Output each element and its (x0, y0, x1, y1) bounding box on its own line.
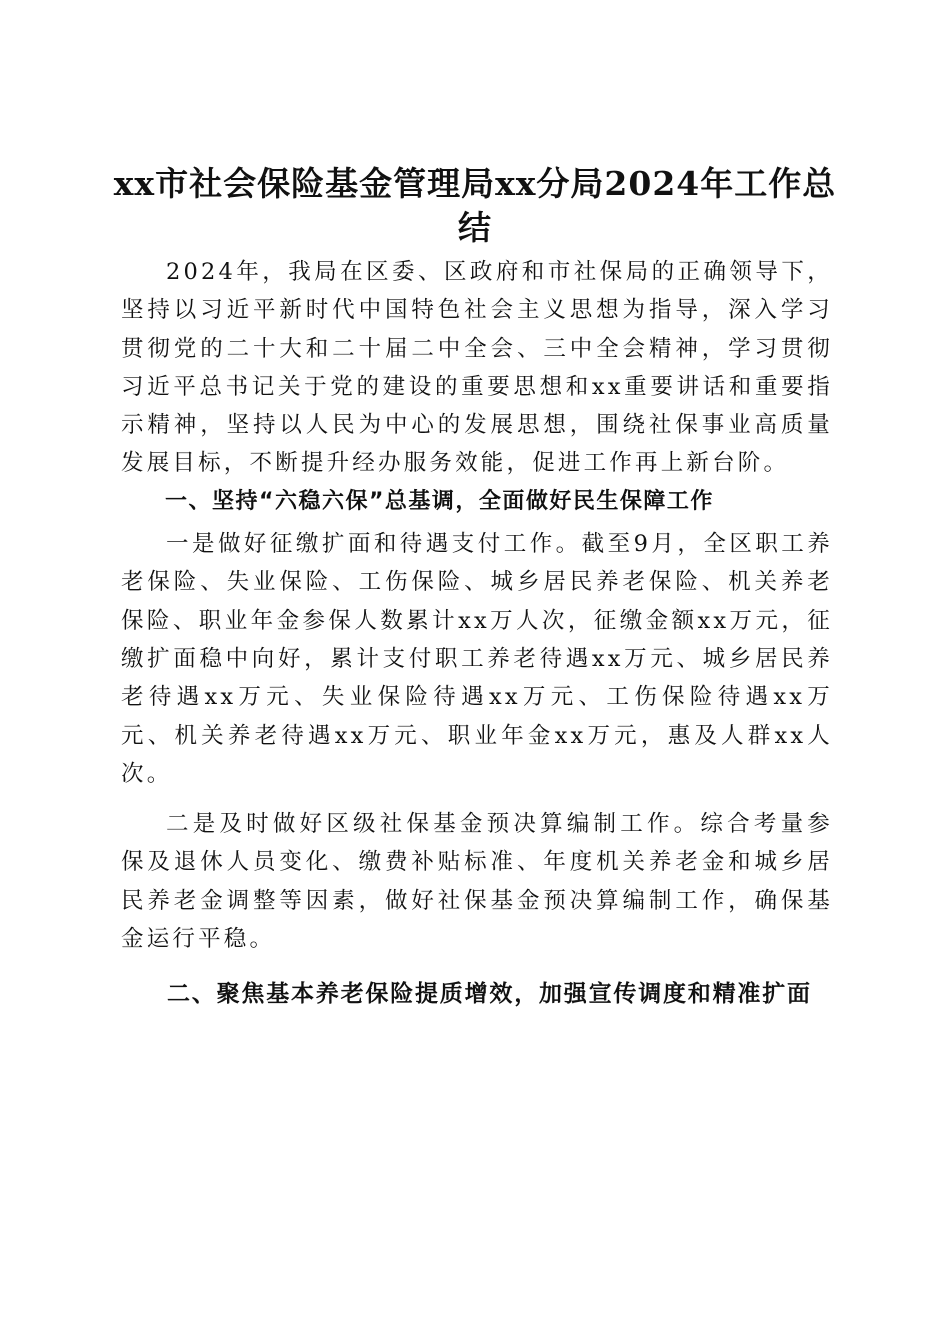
section-heading-2: 二、聚焦基本养老保险提质增效，加强宣传调度和精准扩面 (167, 981, 812, 1008)
body-paragraph-budget: 二是及时做好区级社保基金预决算编制工作。综合考量参保及退休人员变化、缴费补贴标准、年度机关养老金和城乡居民养老金调整等因素，做好社保基金预决算编制工作，确保基金运行平稳。 (121, 811, 833, 953)
intro-paragraph: 2024年，我局在区委、区政府和市社保局的正确领导下，坚持以习近平新时代中国特色社会主义思想为指导，深入学习贯彻党的二十大和二十届二中全会、三中全会精神，学习贯彻习近平总书记关于党的建设的重要思想和xx重要讲话和重要指示精神，坚持以人民为中心的发展思想，围绕社保事业高质量发展目标，不断提升经办服务效能，促进工作再上新台阶。 (121, 259, 833, 477)
body-paragraph-collection: 一是做好征缴扩面和待遇支付工作。截至9月，全区职工养老保险、失业保险、工伤保险、城乡居民养老保险、机关养老保险、职业年金参保人数累计xx万人次，征缴金额xx万元，征缴扩面稳中向好，累计支付职工养老待遇xx万元、城乡居民养老待遇xx万元、失业保险待遇xx万元、工伤保险待遇xx万元、机关养老待遇xx万元、职业年金xx万元，惠及人群xx人次。 (121, 531, 833, 787)
section-heading-1: 一、坚持“六稳六保”总基调，全面做好民生保障工作 (165, 488, 714, 514)
document-body (121, 253, 833, 1016)
document-title: xx市社会保险基金管理局xx分局2024年工作总结 (113, 164, 837, 248)
